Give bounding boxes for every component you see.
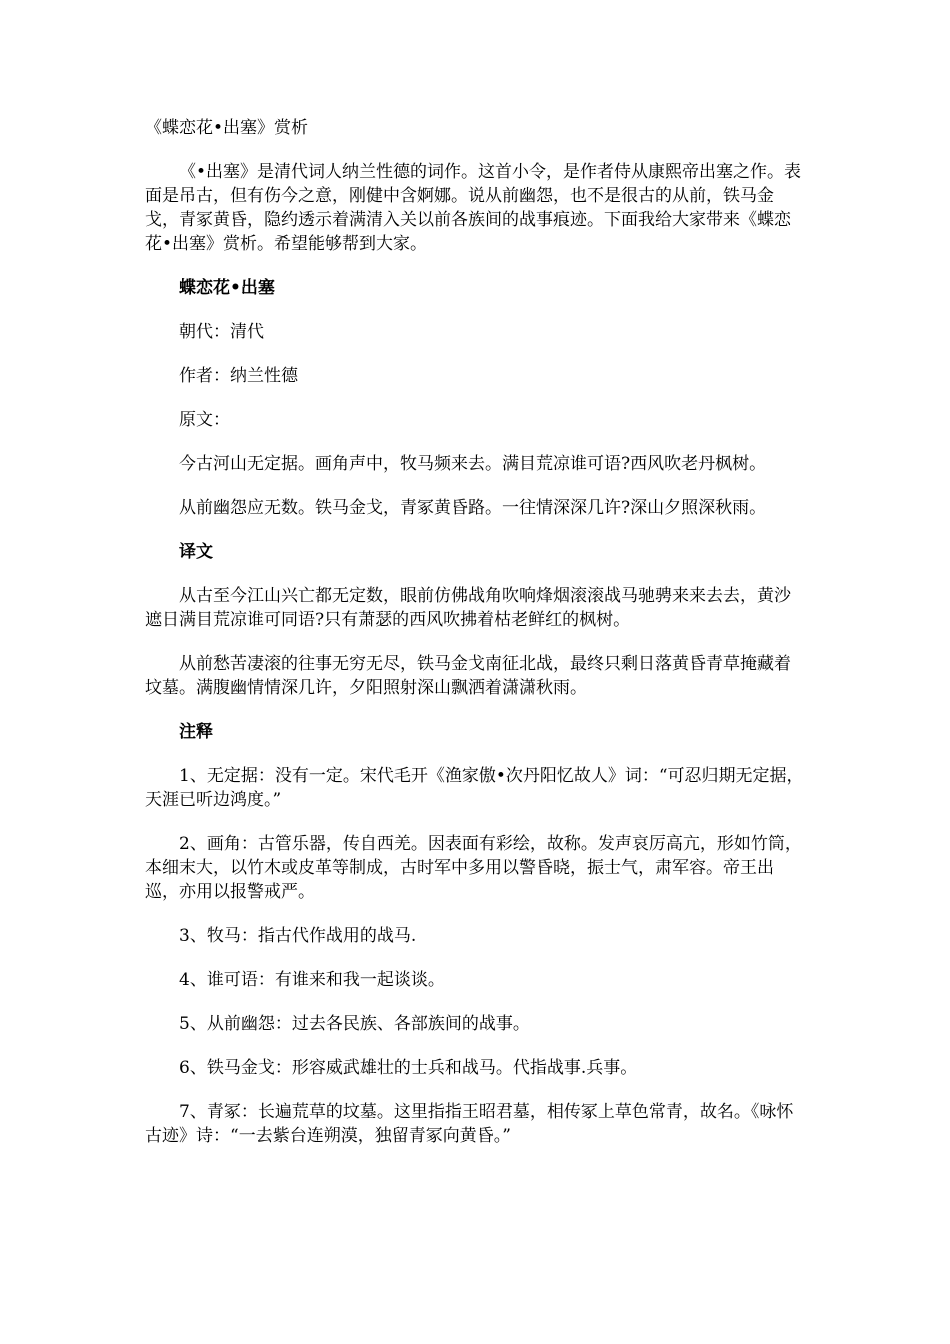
translation-paragraph: 从前愁苦凄滚的往事无穷无尽，铁马金戈南征北战，最终只剩日落黄昏青草掩藏着坟墓。满腹幽情情深几许，夕阳照射深山飘洒着潇潇秋雨。 [145, 654, 791, 698]
translation-heading: 译文 [179, 542, 213, 562]
translation-paragraph: 从古至今江山兴亡都无定数，眼前仿佛战角吹响烽烟滚滚战马驰骋来来去去，黄沙遮日满目荒凉谁可同语?只有萧瑟的西风吹拂着枯老鲜红的枫树。 [145, 586, 791, 630]
note-item: 7、青冢：长遍荒草的坟墓。这里指指王昭君墓，相传冢上草色常青，故名。《咏怀古迹》诗：“一去紫台连朔漠，独留青冢向黄昏。” [145, 1102, 794, 1146]
document-title: 《蝶恋花•出塞》赏析 [145, 118, 309, 138]
notes-heading: 注释 [179, 722, 213, 742]
poem-heading: 蝶恋花•出塞 [179, 278, 275, 298]
original-label: 原文： [179, 410, 230, 430]
original-line: 今古河山无定据。画角声中，牧马频来去。满目荒凉谁可语?西风吹老丹枫树。 [179, 454, 767, 474]
note-item: 4、谁可语：有谁来和我一起谈谈。 [179, 970, 445, 990]
original-line: 从前幽怨应无数。铁马金戈，青冢黄昏路。一往情深深几许?深山夕照深秋雨。 [179, 498, 767, 518]
dynasty-line: 朝代：清代 [179, 322, 264, 342]
document-content [145, 116, 805, 1148]
intro-paragraph: 《•出塞》是清代词人纳兰性德的词作。这首小令，是作者侍从康熙帝出塞之作。表面是吊古，但有伤今之意，刚健中含婀娜。说从前幽怨，也不是很古的从前，铁马金戈，青冢黄昏，隐约透示着满清入关以前各族间的战事痕迹。下面我给大家带来《蝶恋花•出塞》赏析。希望能够帮到大家。 [145, 162, 802, 254]
note-item: 2、画角：古管乐器，传自西羌。因表面有彩绘，故称。发声哀厉高亢，形如竹筒，本细末大，以竹木或皮革等制成，古时军中多用以警昏晓，振士气，肃军容。帝王出巡，亦用以报警戒严。 [145, 834, 802, 902]
author-line: 作者：纳兰性德 [179, 366, 298, 386]
note-item: 6、铁马金戈：形容威武雄壮的士兵和战马。代指战事.兵事。 [179, 1058, 638, 1078]
note-item: 5、从前幽怨：过去各民族、各部族间的战事。 [179, 1014, 530, 1034]
note-item: 1、无定据：没有一定。宋代毛开《渔家傲•次丹阳忆故人》词：“可忍归期无定据，天涯已听边鸿度。” [145, 766, 804, 810]
note-item: 3、牧马：指古代作战用的战马. [179, 926, 417, 946]
